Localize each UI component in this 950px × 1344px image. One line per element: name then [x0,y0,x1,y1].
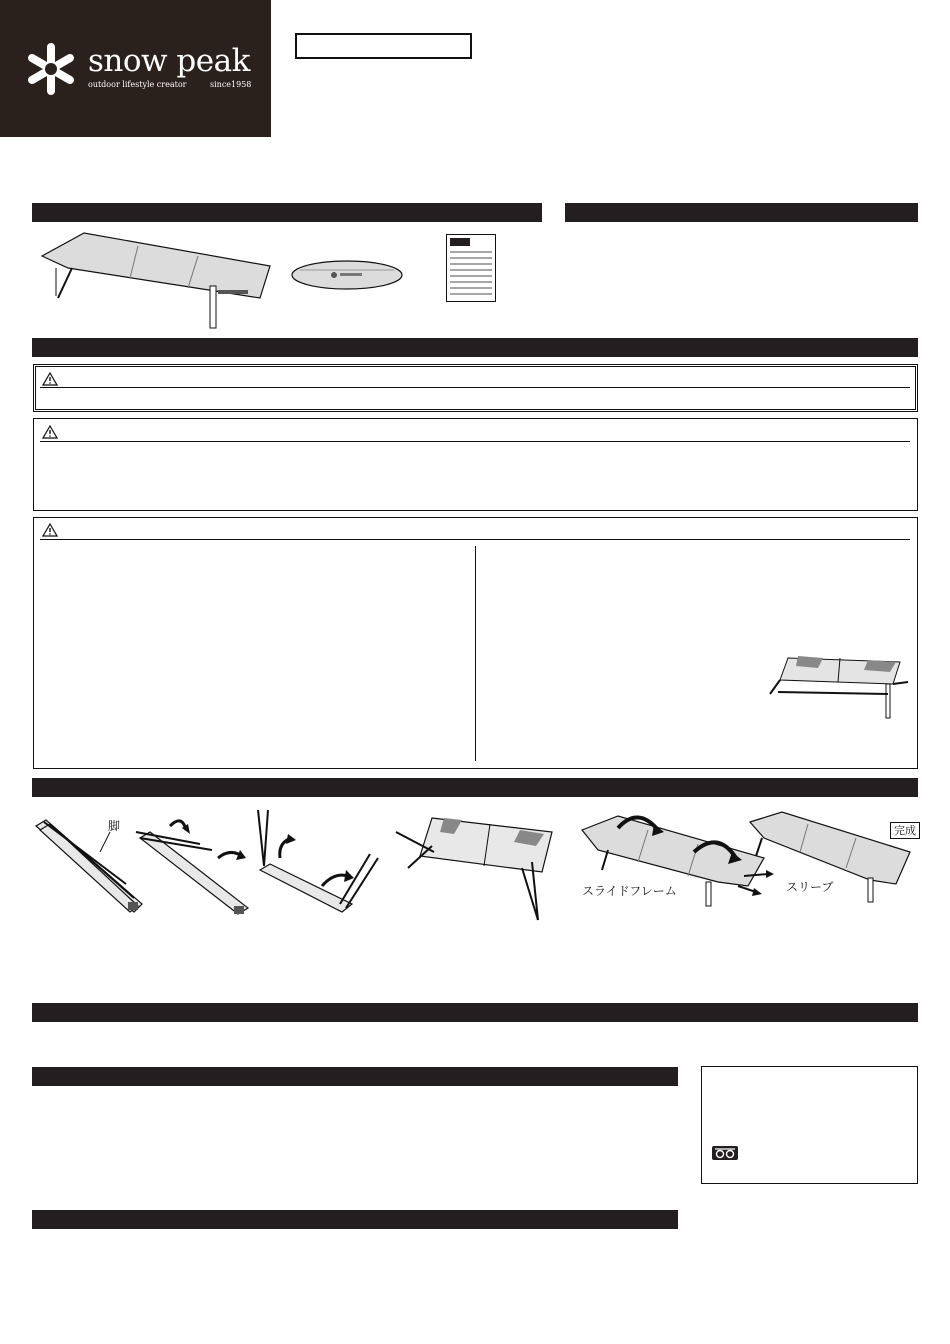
sleeve-label: スリーブ [786,880,834,894]
section-bar-maintenance [32,1067,678,1086]
snowflake-logo-icon [24,42,78,96]
caution-column-divider [475,546,476,761]
manual-illustration [446,234,496,302]
danger-divider [40,387,910,388]
leg-label: 脚 [108,819,121,833]
warning-triangle-icon [42,425,58,439]
danger-panel [33,364,918,412]
cot-illustration [38,228,278,338]
product-code-box [295,33,472,59]
section-bar-specs [565,203,918,222]
complete-badge: 完成 [890,822,920,839]
section-bar-warranty [32,1210,678,1229]
warning-triangle-icon [42,372,58,386]
brand-name: snow peak [88,43,250,79]
warning-panel [33,418,918,511]
brand-tagline: outdoor lifestyle creator [88,80,187,89]
section-bar-contents [32,203,542,222]
free-dial-icon [712,1146,738,1160]
brand-since: since1958 [210,80,252,89]
section-bar-assembly [32,778,918,797]
warning-divider [40,441,910,442]
storage-bag-illustration [290,258,405,292]
assembly-step-3-illustration [248,808,388,920]
cot-frame-illustration [768,646,913,726]
assembly-step-1-illustration [30,812,145,917]
caution-divider [40,539,910,540]
section-bar-warnings [32,338,918,357]
section-bar-disassembly [32,1003,918,1022]
assembly-step-2-illustration [130,808,255,920]
assembly-step-4-illustration [392,806,557,926]
slide-frame-label: スライドフレーム [582,884,677,898]
warning-triangle-icon [42,523,58,537]
contact-panel [701,1066,918,1184]
